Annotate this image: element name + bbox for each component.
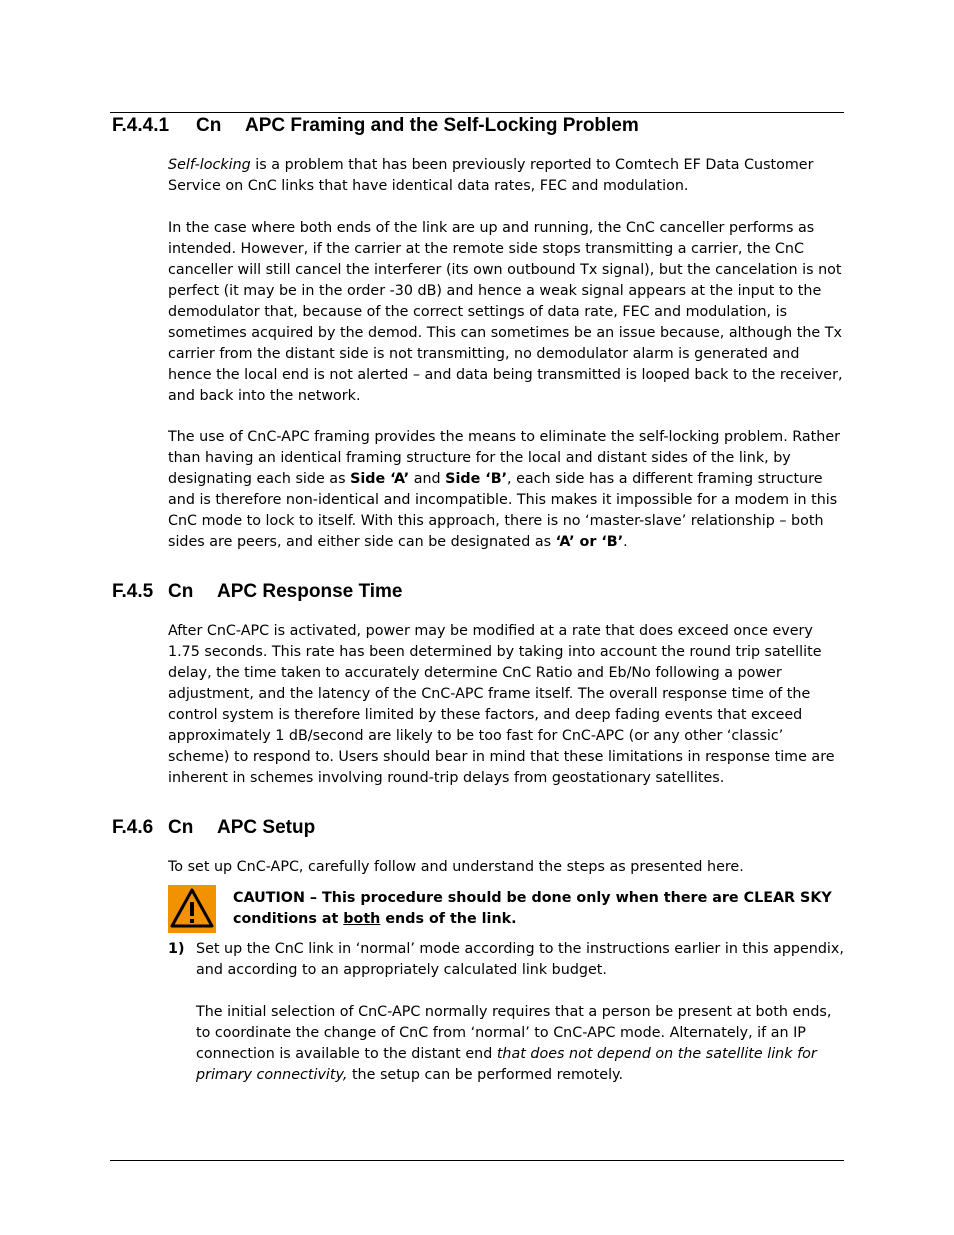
section-cn: Cn — [168, 581, 194, 602]
step-1-text: Set up the CnC link in ‘normal’ mode according to the instructions earlier in this appendix, and according to an appropriately calculated link budget. — [196, 941, 844, 978]
warning-triangle-icon — [168, 885, 216, 933]
section-number: F.4.4.1 — [112, 115, 170, 136]
side-b-label: Side ‘B’ — [445, 471, 508, 487]
side-a-label: Side ‘A’ — [350, 471, 410, 487]
section-title: APC Framing and the Self-Locking Problem — [245, 115, 639, 136]
paragraph-text: the setup can be performed remotely. — [347, 1067, 624, 1083]
section-cn: Cn — [168, 817, 194, 838]
paragraph-text: The use of CnC-APC framing provides the means to eliminate the self-locking problem. Rather than having an identical framing structure for the local and distant sides of the link, by designating each side as — [168, 429, 841, 487]
paragraph-response-time: After CnC-APC is activated, power may be modified at a rate that does exceed once every 1.75 seconds. This rate has been determined by taking into account the round trip satellite delay, the time taken to accurately determine CnC Ratio and Eb/No following a power adjustment, and the latency of the CnC-APC frame itself. The overall response time of the control system is therefore limited by these factors, and deep fading events that exceed approximately 1 dB/second are likely to be too fast for CnC-APC (or any other ‘classic’ scheme) to respond to. Users should bear in mind that these limitations in response time are inherent in schemes involving round-trip delays from geostationary satellites. — [168, 623, 835, 786]
italic-term: Self-locking — [168, 157, 251, 173]
paragraph-setup-intro: To set up CnC-APC, carefully follow and understand the steps as presented here. — [168, 859, 744, 875]
paragraph-text: and — [409, 471, 446, 487]
italic-phrase: that does not depend on the satellite link for primary connectivity, — [196, 1046, 817, 1083]
section-number: F.4.5 — [112, 581, 154, 602]
caution-message — [233, 888, 845, 930]
section-heading-f45 — [112, 581, 402, 603]
section-number: F.4.6 — [112, 817, 154, 838]
section-heading-f441 — [112, 115, 639, 137]
footer-rule — [110, 1160, 844, 1161]
paragraph-text: The initial selection of CnC-APC normally requires that a person be present at both ends, to coordinate the change of CnC from ‘normal’ to CnC-APC mode. Alternately, if an IP connection is available to the distant end — [196, 1004, 832, 1062]
step-1-detail — [196, 1002, 844, 1086]
section-heading-f46 — [112, 817, 315, 839]
caution-text: CAUTION – This procedure should be done only when there are CLEAR SKY conditions at — [233, 890, 832, 927]
paragraph-text: is a problem that has been previously reported to Comtech EF Data Customer Service on CnC links that have identical data rates, FEC and modulation. — [168, 157, 814, 194]
paragraph-text: , each side has a different framing structure and is therefore non-identical and incompatible. This makes it impossible for a modem in this CnC mode to lock to itself. With this approach, there is no ‘master-slave’ relationship – both sides are peers, and either side can be designated as — [168, 471, 838, 550]
section-title: APC Setup — [217, 817, 316, 838]
header-rule — [110, 112, 844, 113]
section-cn: Cn — [196, 115, 222, 136]
a-or-b-label: ‘A’ or ‘B’ — [555, 534, 624, 550]
caution-text: ends of the link. — [380, 911, 517, 927]
paragraph-text: . — [623, 534, 628, 550]
paragraph-framing — [168, 427, 844, 553]
step-number: 1) — [168, 941, 185, 957]
paragraph-self-locking-intro — [168, 155, 844, 197]
paragraph-canceller: In the case where both ends of the link are up and running, the CnC canceller performs as intended. However, if the carrier at the remote side stops transmitting a carrier, the CnC canceller will still cancel the interferer (its own outbound Tx signal), but the cancelation is not perfect (it may be in the order -30 dB) and hence a weak signal appears at the input to the demodulator that, because of the correct settings of data rate, FEC and modulation, is sometimes acquired by the demod. This can sometimes be an issue because, although the Tx carrier from the distant side is not transmitting, no demodulator alarm is generated and hence the local end is not alerted – and data being transmitted is looped back to the receiver, and back into the network. — [168, 220, 843, 404]
caution-both: both — [343, 911, 381, 927]
section-title: APC Response Time — [217, 581, 403, 602]
